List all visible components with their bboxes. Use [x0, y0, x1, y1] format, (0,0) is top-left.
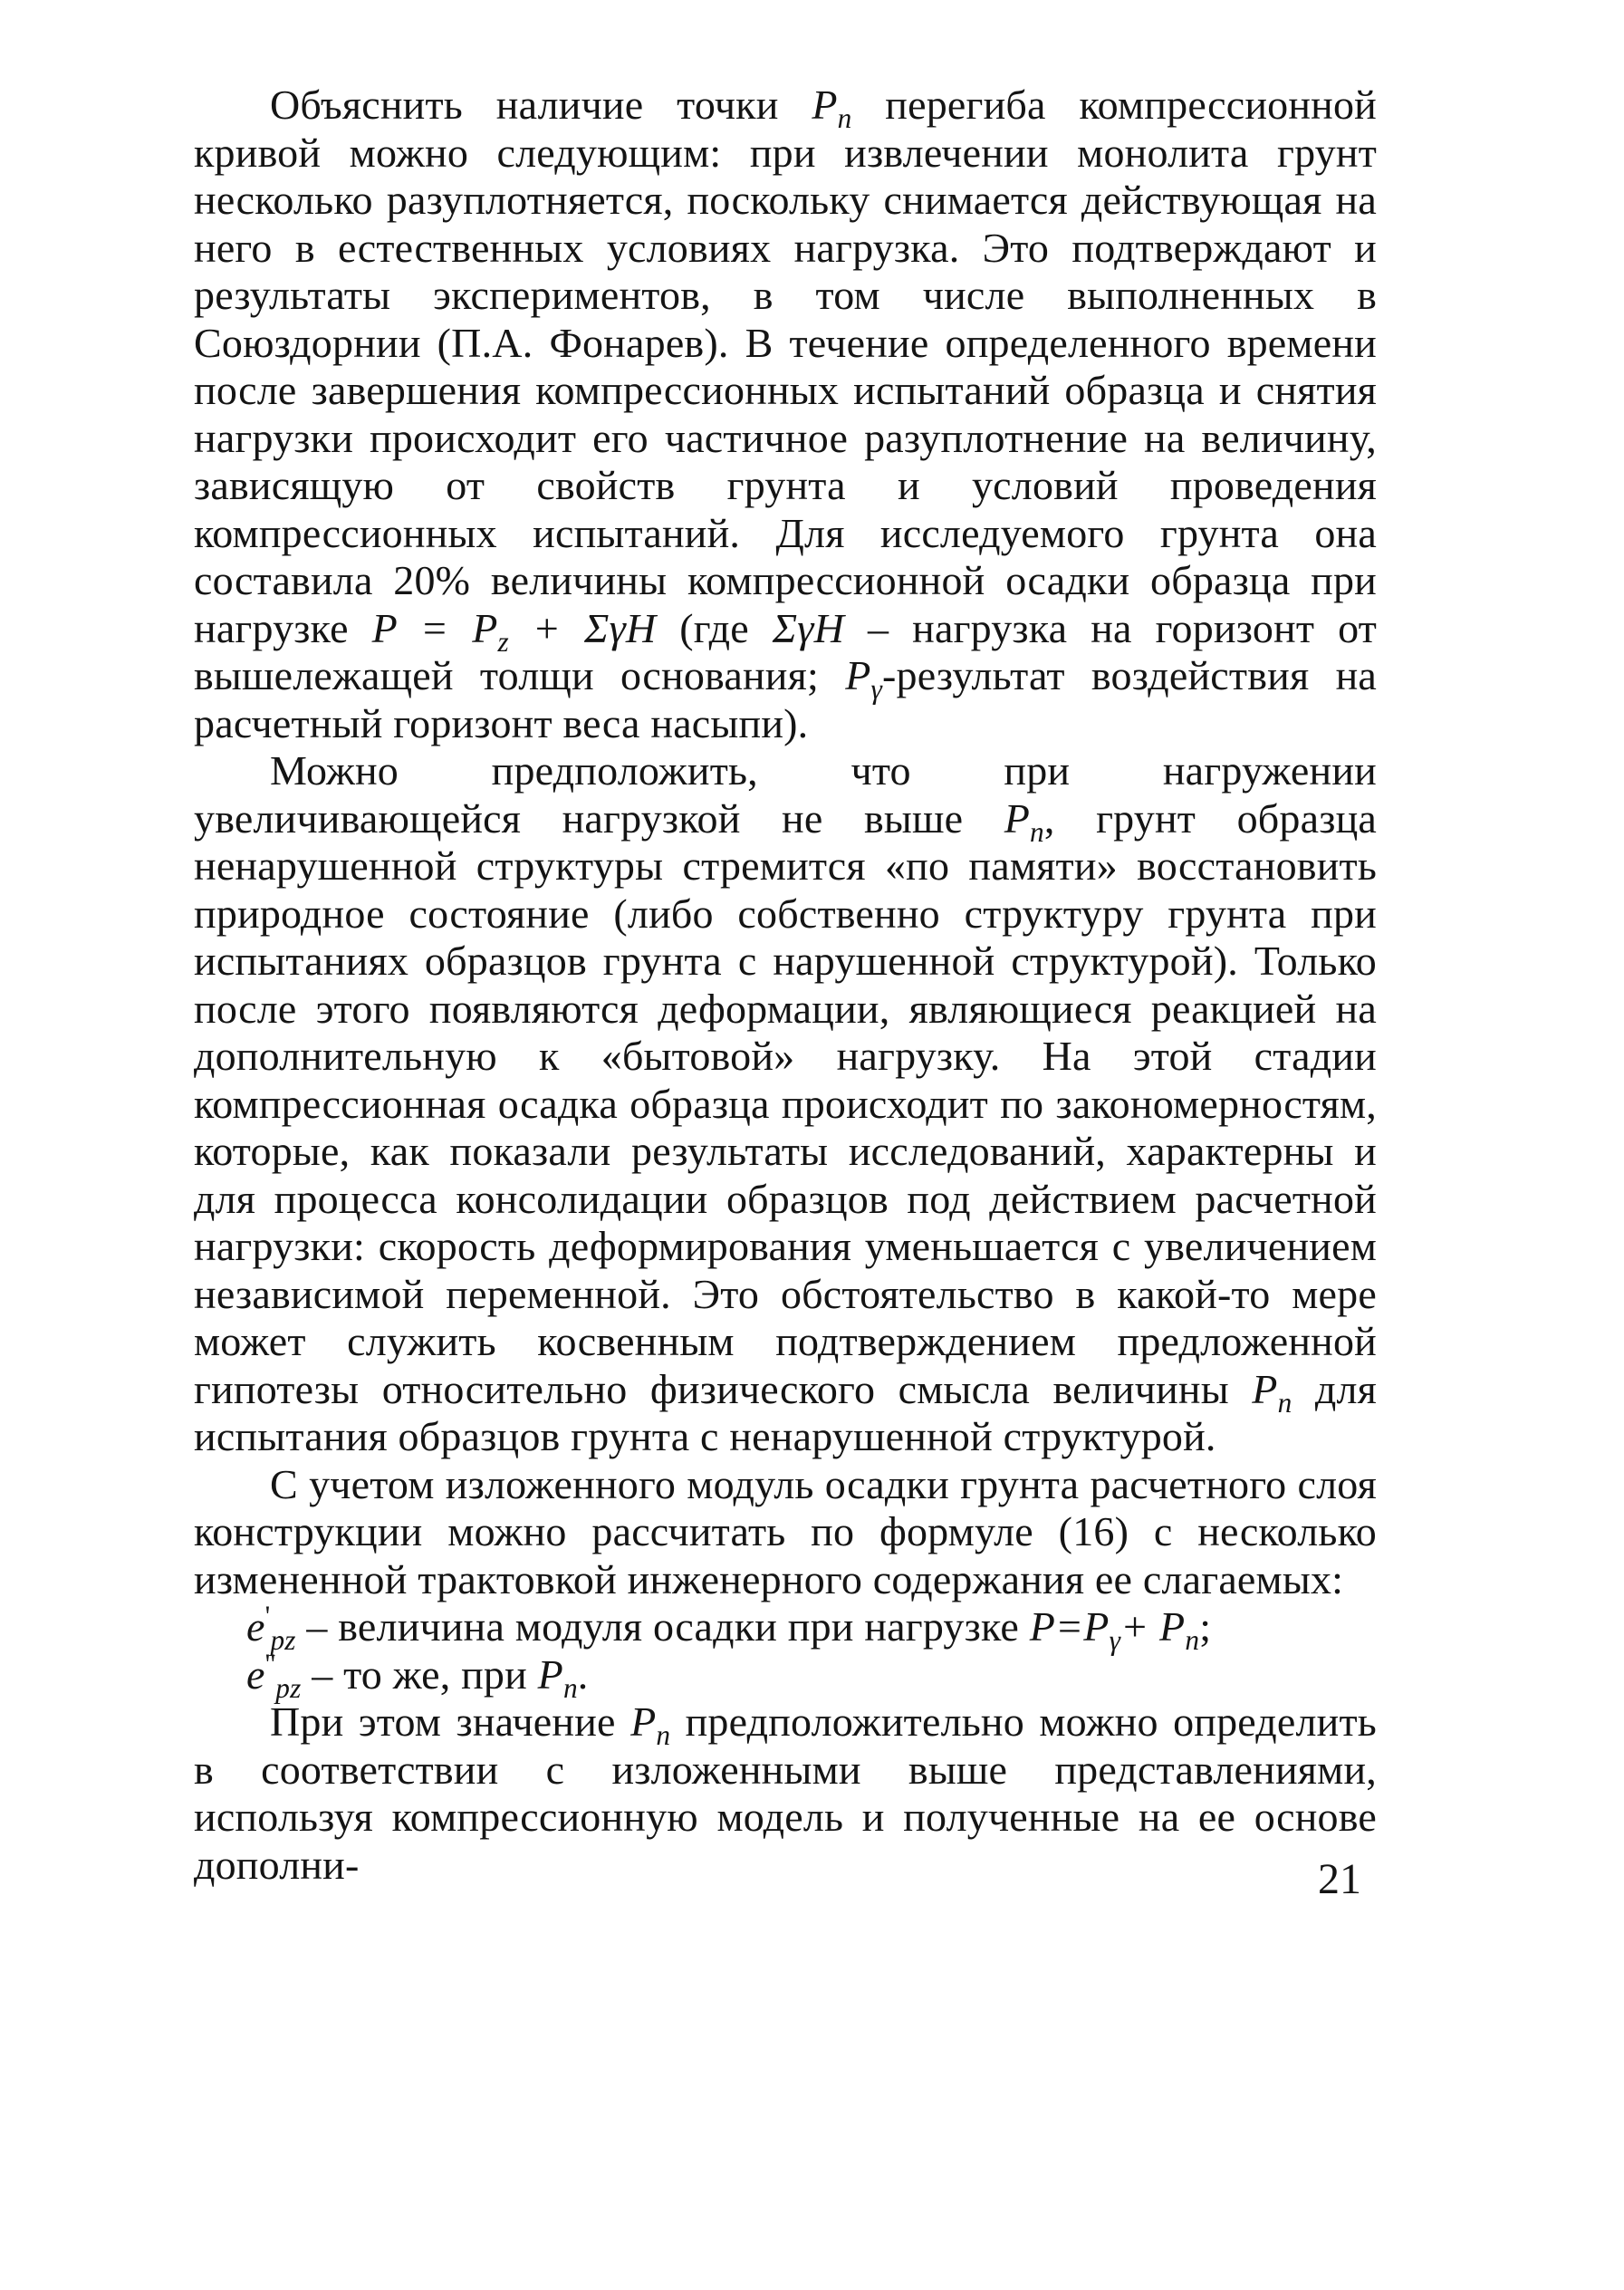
equation-rhs: + ΣγH: [508, 604, 657, 651]
formula-2-text: – то же, при: [301, 1650, 538, 1698]
modulus-subscript: pz: [270, 1624, 296, 1657]
formula-line-2: [194, 1648, 1377, 1704]
paragraph-1: [194, 82, 1377, 747]
modulus-symbol: e: [246, 1603, 265, 1650]
modulus-symbol: e: [246, 1650, 265, 1698]
paragraph-2-text-b: , грунт образца ненарушенной структуры стремится «по памяти» восстановить природное состояние (либо собственно структуру грунта при испытаниях образцов грунта с нарушенной структурой). Только после этого появляются деформации, являющиеся реакцией на дополнительную к «бытовой» нагрузку. На этой стадии компрессионная осадка образца происходит по закономерностям, которые, как показали результаты исследований, характерны и для процесса консолидации образцов под действием расчетной нагрузки: скорость деформирования уменьшается с увеличением независимой переменной. Это обстоятельство в какой-то мере может служить косвенным подтверждением предложенной гипотезы относительно физического смысла величины: [194, 794, 1378, 1412]
paragraph-2: [194, 747, 1377, 1461]
formula-1-subscript: γ: [1109, 1624, 1121, 1657]
symbol-p: P: [812, 82, 838, 128]
formula-1-text: – величина модуля осадки при нагрузке: [295, 1603, 1030, 1650]
paragraph-2-text-c: для испытания образцов грунта с ненарушенной структурой.: [194, 1365, 1377, 1459]
formula-2-end: .: [577, 1650, 589, 1698]
paragraph-1-text-c: (где: [656, 604, 773, 651]
symbol-subscript: n: [837, 102, 852, 135]
paragraph-3: С учетом изложенного модуль осадки грунта расчетного слоя конструкции можно рассчитать по формуле (16) с несколько измененной трактовкой инженерного содержания ее слагаемых:: [194, 1460, 1377, 1602]
modulus-superscript: '': [264, 1648, 276, 1680]
paragraph-1-text-e: -результат воздействия на расчетный горизонт веса насыпи).: [194, 652, 1378, 746]
formula-1-equation: P=P: [1029, 1603, 1110, 1650]
modulus-subscript: pz: [275, 1671, 302, 1704]
symbol-subscript: n: [656, 1719, 671, 1752]
page-number: 21: [1318, 1855, 1361, 1903]
paragraph-1-text-a: Объяснить наличие точки: [270, 82, 812, 128]
symbol-subscript: n: [1277, 1386, 1292, 1419]
formula-2-symbol: P: [537, 1650, 563, 1698]
symbol-subscript-gamma: γ: [870, 673, 883, 706]
symbol-p: P: [630, 1698, 657, 1745]
sum-symbol: ΣγH: [772, 604, 845, 651]
formula-2-subscript: n: [562, 1671, 578, 1704]
equation-subscript: z: [497, 625, 509, 658]
symbol-p: P: [1004, 794, 1031, 842]
page-body: [194, 82, 1377, 1889]
equation-lhs: P = P: [371, 604, 498, 651]
paragraph-2-text-a: Можно предположить, что при нагружении увеличивающейся нагрузкой не выше: [194, 747, 1377, 842]
symbol-p: P: [1252, 1365, 1278, 1412]
formula-1-plus-subscript: n: [1185, 1624, 1200, 1657]
paragraph-4-text-b: предположительно можно определить в соответствии с изложенными выше представлениями, используя компрессионную модель и полученные на ее основе дополни-: [194, 1698, 1377, 1888]
formula-1-end: ;: [1199, 1603, 1212, 1650]
symbol-p-gamma: P: [845, 652, 871, 698]
paragraph-1-text-b: перегиба компрессионной кривой можно следующим: при извлечении монолита грунт несколько разуплотняется, поскольку снимается действующая на него в естественных условиях нагрузка. Это подтверждают и результаты экспериментов, в том числе выполненных в Союздорнии (П.А. Фонарев). В течение определенного времени после завершения компрессионных испытаний образца и снятия нагрузки происходит его частичное разуплотнение на величину, зависящую от свойств грунта и условий проведения компрессионных испытаний. Для исследуемого грунта она составила 20% величины компрессионной осадки образца при нагрузке: [194, 82, 1377, 651]
paragraph-4-text-a: При этом значение: [270, 1698, 631, 1745]
symbol-subscript: n: [1030, 815, 1044, 848]
modulus-superscript: ': [264, 1600, 271, 1632]
formula-1-plus-term: + P: [1120, 1603, 1186, 1650]
paragraph-4: [194, 1698, 1377, 1889]
formula-line-1: [194, 1600, 1377, 1657]
paragraph-1-text-d: – нагрузка на горизонт от вышележащей толщи основания;: [194, 604, 1378, 698]
